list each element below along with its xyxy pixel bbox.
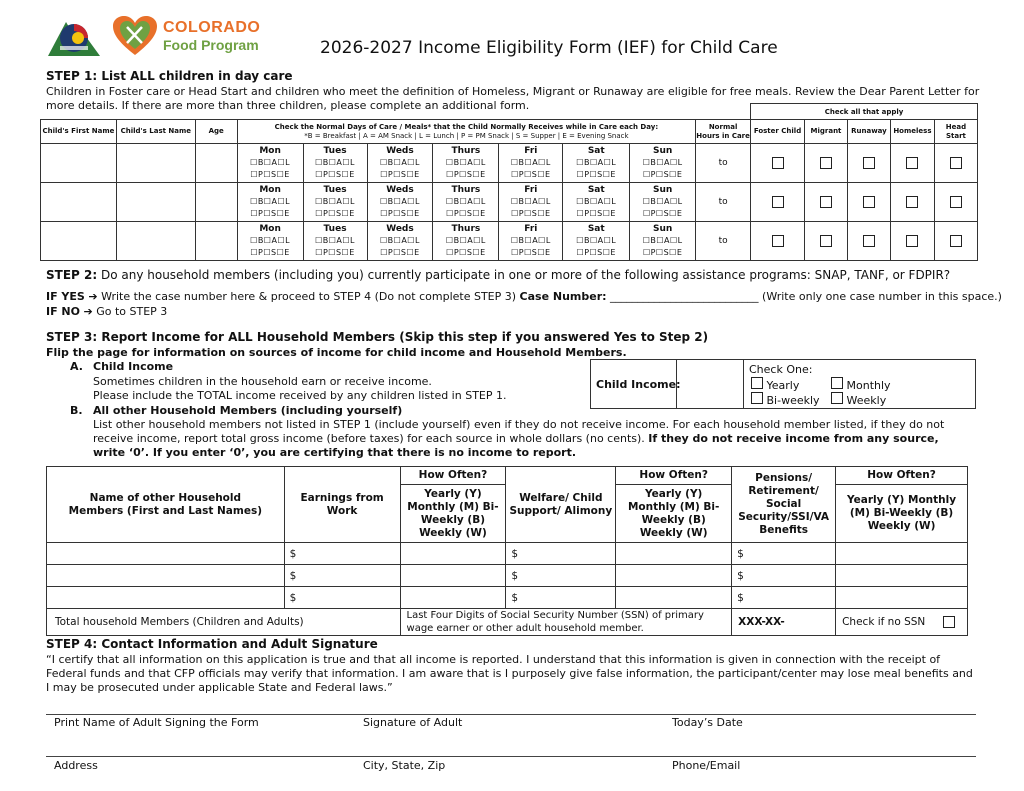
col-welfare: Welfare/ Child Support/ Alimony	[506, 467, 616, 543]
day-name: Mon	[259, 146, 281, 156]
child-row	[41, 144, 978, 183]
homeless-checkbox[interactable]	[906, 235, 918, 247]
child-income-amount-field[interactable]	[676, 360, 744, 408]
day-name: Thurs	[451, 146, 481, 156]
day-name: Fri	[524, 224, 538, 234]
foster-checkbox[interactable]	[772, 235, 784, 247]
weekly-label: Weekly	[846, 394, 887, 407]
meal-checkboxes-row2[interactable]: ☐P☐S☐E	[380, 209, 420, 218]
day-cell[interactable]	[630, 222, 696, 261]
meal-checkboxes-row1[interactable]: ☐B☐A☐L	[250, 197, 291, 206]
member-name-field[interactable]	[47, 565, 285, 587]
day-cell[interactable]	[367, 222, 433, 261]
section-b-text	[93, 418, 973, 460]
child-income-label: Child Income:	[596, 378, 681, 391]
meal-checkboxes-row2[interactable]: ☐P☐S☐E	[446, 248, 486, 257]
day-cell[interactable]	[499, 183, 563, 222]
pension-frequency-field[interactable]	[836, 543, 968, 565]
day-cell[interactable]	[237, 144, 303, 183]
migrant-cell	[804, 222, 847, 261]
child-age-field[interactable]	[195, 222, 237, 261]
no-ssn-checkbox[interactable]	[943, 616, 955, 628]
col-head-start: Head Start	[934, 120, 977, 144]
how-often-header-3: How Often?	[836, 467, 968, 485]
col-normal-hours: Normal Hours in Care	[696, 120, 751, 144]
meal-checkboxes-row2[interactable]: ☐P☐S☐E	[380, 170, 420, 179]
normal-hours-field[interactable]: to	[696, 144, 751, 183]
meal-checkboxes-row2[interactable]: ☐P☐S☐E	[576, 248, 616, 257]
day-name: Weds	[386, 185, 414, 195]
normal-hours-field[interactable]: to	[696, 222, 751, 261]
day-cell[interactable]	[433, 183, 499, 222]
col-migrant: Migrant	[804, 120, 847, 144]
step1-text: Children in Foster care or Head Start and children who meet the definition of Homeless, Migrant or Runaway are eligible for free meals. Review the Dear Parent Letter for more details. If there are more than three children, please complete an additional form.	[46, 85, 980, 112]
welfare-frequency-field[interactable]	[616, 565, 732, 587]
head-start-cell	[934, 144, 977, 183]
head-start-checkbox[interactable]	[950, 157, 962, 169]
meal-checkboxes-row1[interactable]: ☐B☐A☐L	[380, 236, 420, 245]
frequency-options-2: Yearly (Y) Monthly (M) Bi-Weekly (B) Weekly (W)	[616, 485, 732, 543]
signature-line-1	[46, 714, 976, 715]
section-b-title: All other Household Members (including yourself)	[93, 404, 403, 417]
meal-checkboxes-row1[interactable]: ☐B☐A☐L	[250, 158, 291, 167]
weekly-checkbox[interactable]	[831, 392, 843, 404]
monthly-checkbox[interactable]	[831, 377, 843, 389]
meal-checkboxes-row2[interactable]: ☐P☐S☐E	[576, 209, 616, 218]
earnings-work-field[interactable]: $	[284, 543, 400, 565]
step1-heading: STEP 1: List ALL children in day care	[46, 69, 293, 83]
meal-checkboxes-row2[interactable]: ☐P☐S☐E	[446, 170, 486, 179]
pension-frequency-field[interactable]	[836, 587, 968, 609]
child-last-name-field[interactable]	[116, 222, 195, 261]
option-yearly[interactable]	[751, 377, 799, 393]
child-age-field[interactable]	[195, 183, 237, 222]
foster-checkbox[interactable]	[772, 196, 784, 208]
child-row	[41, 183, 978, 222]
children-table	[40, 103, 978, 261]
col-earnings-work: Earnings from Work	[284, 467, 400, 543]
section-b-bold: If they do not receive income from any source, write ‘0’. If you enter ‘0’, you are certifying that there is no income to report.	[93, 432, 939, 459]
step2-if-yes-line: IF YES ➔ Write the case number here & proceed to STEP 4 (Do not complete STEP 3) Case Number: ___________________________ (Write only one case number in this space.)	[46, 290, 1002, 303]
meal-checkboxes-row1[interactable]: ☐B☐A☐L	[510, 197, 551, 206]
household-member-row	[47, 543, 968, 565]
meal-checkboxes-row1[interactable]: ☐B☐A☐L	[576, 158, 617, 167]
day-cell[interactable]	[303, 144, 367, 183]
form-title: 2026-2027 Income Eligibility Form (IEF) for Child Care	[320, 38, 778, 58]
if-no-label: IF NO	[46, 305, 80, 318]
col-runaway: Runaway	[847, 120, 890, 144]
meal-checkboxes-row2[interactable]: ☐P☐S☐E	[250, 209, 290, 218]
pension-field[interactable]: $	[732, 587, 836, 609]
col-days-of-care: Check the Normal Days of Care / Meals* that the Child Normally Receives while in Care each Day: *B = Breakfast | A = AM Snack | L = Lunch | P = PM Snack | S = Supper | E = Evening Snack	[237, 120, 695, 144]
meal-checkboxes-row2[interactable]: ☐P☐S☐E	[446, 209, 486, 218]
earnings-frequency-field[interactable]	[400, 587, 506, 609]
col-homeless: Homeless	[890, 120, 934, 144]
check-all-header: Check all that apply	[751, 104, 978, 120]
homeless-cell	[890, 144, 934, 183]
day-name: Thurs	[451, 224, 481, 234]
meal-checkboxes-row2[interactable]: ☐P☐S☐E	[250, 248, 290, 257]
day-name: Thurs	[451, 185, 481, 195]
foster-cell	[751, 222, 805, 261]
meal-checkboxes-row2[interactable]: ☐P☐S☐E	[315, 170, 355, 179]
col-child-last-name: Child's Last Name	[116, 120, 195, 144]
day-name: Sat	[587, 185, 605, 195]
option-monthly[interactable]	[831, 377, 891, 393]
meal-checkboxes-row2[interactable]: ☐P☐S☐E	[315, 248, 355, 257]
meal-checkboxes-row2[interactable]: ☐P☐S☐E	[315, 209, 355, 218]
option-biweekly[interactable]	[751, 392, 820, 408]
household-member-row	[47, 565, 968, 587]
day-name: Sun	[653, 224, 673, 234]
if-yes-label: IF YES	[46, 290, 85, 303]
day-name: Tues	[323, 224, 347, 234]
biweekly-label: Bi-weekly	[766, 394, 820, 407]
meal-checkboxes-row2[interactable]: ☐P☐S☐E	[642, 209, 683, 218]
runaway-cell	[847, 144, 890, 183]
meal-checkboxes-row2[interactable]: ☐P☐S☐E	[511, 248, 551, 257]
meal-checkboxes-row1[interactable]: ☐B☐A☐L	[380, 158, 420, 167]
day-cell[interactable]	[367, 144, 433, 183]
step2-if-no-line: IF NO ➔ Go to STEP 3	[46, 305, 168, 318]
step3-subheading: Flip the page for information on sources of income for child income and Household Members.	[46, 346, 627, 359]
check-one-label: Check One:	[749, 363, 813, 376]
welfare-frequency-field[interactable]	[616, 587, 732, 609]
day-cell[interactable]	[630, 144, 696, 183]
no-ssn-cell	[836, 609, 968, 636]
case-number-note: (Write only one case number in this space.)	[762, 290, 1002, 303]
migrant-checkbox[interactable]	[820, 157, 832, 169]
child-first-name-field[interactable]	[41, 144, 117, 183]
day-cell[interactable]	[499, 144, 563, 183]
day-name: Tues	[323, 146, 347, 156]
homeless-checkbox[interactable]	[906, 157, 918, 169]
meal-checkboxes-row1[interactable]: ☐B☐A☐L	[576, 197, 617, 206]
case-number-field[interactable]: ___________________________	[610, 290, 759, 303]
meal-checkboxes-row2[interactable]: ☐P☐S☐E	[380, 248, 420, 257]
meal-checkboxes-row1[interactable]: ☐B☐A☐L	[642, 197, 683, 206]
day-name: Fri	[524, 146, 538, 156]
day-cell[interactable]	[303, 183, 367, 222]
how-often-header-1: How Often?	[400, 467, 506, 485]
head-start-checkbox[interactable]	[950, 235, 962, 247]
day-cell[interactable]	[237, 222, 303, 261]
date-label: Today’s Date	[672, 716, 743, 729]
frequency-options-1: Yearly (Y) Monthly (M) Bi-Weekly (B) Weekly (W)	[400, 485, 506, 543]
household-member-row	[47, 587, 968, 609]
print-name-label: Print Name of Adult Signing the Form	[54, 716, 259, 729]
pension-frequency-field[interactable]	[836, 565, 968, 587]
meal-checkboxes-row1[interactable]: ☐B☐A☐L	[642, 236, 683, 245]
foster-cell	[751, 183, 805, 222]
meal-checkboxes-row2[interactable]: ☐P☐S☐E	[576, 170, 616, 179]
address-label: Address	[54, 759, 98, 772]
day-cell[interactable]	[563, 222, 630, 261]
case-number-label: Case Number:	[519, 290, 607, 303]
child-first-name-field[interactable]	[41, 222, 117, 261]
migrant-checkbox[interactable]	[820, 235, 832, 247]
earnings-frequency-field[interactable]	[400, 543, 506, 565]
earnings-work-field[interactable]: $	[284, 565, 400, 587]
day-cell[interactable]	[630, 183, 696, 222]
colorado-flag-logo	[48, 16, 100, 56]
meal-checkboxes-row1[interactable]: ☐B☐A☐L	[250, 236, 291, 245]
child-last-name-field[interactable]	[116, 183, 195, 222]
earnings-frequency-field[interactable]	[400, 565, 506, 587]
yearly-label: Yearly	[766, 379, 800, 392]
meal-checkboxes-row1[interactable]: ☐B☐A☐L	[380, 197, 420, 206]
col-member-name: Name of other Household Members (First and Last Names)	[47, 467, 285, 543]
total-members-label: Total household Members (Children and Adults)	[47, 609, 401, 636]
logo-text-colorado: COLORADO	[163, 19, 261, 36]
step4-heading: STEP 4: Contact Information and Adult Signature	[46, 637, 378, 651]
step2-question-line	[46, 268, 1006, 282]
foster-checkbox[interactable]	[772, 157, 784, 169]
step3-heading: STEP 3: Report Income for ALL Household Members (Skip this step if you answered Yes to Step 2)	[46, 330, 709, 344]
section-b-label: B.	[70, 404, 83, 417]
biweekly-checkbox[interactable]	[751, 392, 763, 404]
foster-cell	[751, 144, 805, 183]
section-b-body: List other household members not listed in STEP 1 (include yourself) even if they do not receive income. For each household member listed, if they do not receive income, report total gross income (before taxes) for each source in whole dollars (no cents).	[93, 418, 945, 445]
welfare-frequency-field[interactable]	[616, 543, 732, 565]
step4-certification: “I certify that all information on this application is true and that all income is reported. I understand that this information is given in connection with the receipt of Federal funds and that CFP officials may verify that information. I am aware that is I purposely give false information, the participant/center may lose meal benefits and I may be prosecuted under applicable State and Federal laws.”	[46, 653, 973, 694]
runaway-cell	[847, 183, 890, 222]
meal-checkboxes-row2[interactable]: ☐P☐S☐E	[642, 170, 683, 179]
member-name-field[interactable]	[47, 543, 285, 565]
day-cell[interactable]	[367, 183, 433, 222]
day-cell[interactable]	[563, 144, 630, 183]
runaway-checkbox[interactable]	[863, 157, 875, 169]
step2-question: Do any household members (including you) currently participate in one or more of the following assistance programs: SNAP, TANF, or FDPIR?	[100, 268, 951, 282]
how-often-header-2: How Often?	[616, 467, 732, 485]
yearly-checkbox[interactable]	[751, 377, 763, 389]
meal-checkboxes-row1[interactable]: ☐B☐A☐L	[510, 236, 551, 245]
signature-line-2	[46, 756, 976, 757]
meal-checkboxes-row1[interactable]: ☐B☐A☐L	[445, 197, 486, 206]
ssn-label: Last Four Digits of Social Security Number (SSN) of primary wage earner or other adult household member.	[400, 609, 732, 636]
head-start-cell	[934, 222, 977, 261]
col-foster-child: Foster Child	[751, 120, 805, 144]
day-name: Sun	[653, 146, 673, 156]
meal-checkboxes-row2[interactable]: ☐P☐S☐E	[250, 170, 290, 179]
earnings-work-field[interactable]: $	[284, 587, 400, 609]
meal-checkboxes-row1[interactable]: ☐B☐A☐L	[315, 197, 356, 206]
runaway-checkbox[interactable]	[863, 196, 875, 208]
migrant-checkbox[interactable]	[820, 196, 832, 208]
meal-checkboxes-row1[interactable]: ☐B☐A☐L	[445, 158, 486, 167]
day-cell[interactable]	[433, 222, 499, 261]
monthly-label: Monthly	[846, 379, 891, 392]
child-first-name-field[interactable]	[41, 183, 117, 222]
runaway-cell	[847, 222, 890, 261]
member-name-field[interactable]	[47, 587, 285, 609]
step2-heading: STEP 2:	[46, 268, 98, 282]
section-a-text1: Sometimes children in the household earn or receive income.	[93, 375, 432, 388]
head-start-cell	[934, 183, 977, 222]
child-last-name-field[interactable]	[116, 144, 195, 183]
meal-checkboxes-row1[interactable]: ☐B☐A☐L	[576, 236, 617, 245]
homeless-cell	[890, 183, 934, 222]
head-start-checkbox[interactable]	[950, 196, 962, 208]
day-cell[interactable]	[433, 144, 499, 183]
option-weekly[interactable]	[831, 392, 886, 408]
if-yes-text: Write the case number here & proceed to STEP 4 (Do not complete STEP 3)	[101, 290, 517, 303]
food-program-heart-icon	[112, 15, 158, 57]
meal-checkboxes-row1[interactable]: ☐B☐A☐L	[315, 236, 356, 245]
runaway-checkbox[interactable]	[863, 235, 875, 247]
household-income-table	[46, 466, 968, 636]
meal-checkboxes-row2[interactable]: ☐P☐S☐E	[511, 170, 551, 179]
day-name: Sun	[653, 185, 673, 195]
homeless-cell	[890, 222, 934, 261]
welfare-field[interactable]: $	[506, 565, 616, 587]
meal-checkboxes-row2[interactable]: ☐P☐S☐E	[642, 248, 683, 257]
meal-checkboxes-row1[interactable]: ☐B☐A☐L	[315, 158, 356, 167]
no-ssn-label: Check if no SSN	[842, 616, 926, 628]
day-name: Tues	[323, 185, 347, 195]
section-a-label: A.	[70, 360, 83, 373]
day-name: Sat	[587, 224, 605, 234]
day-cell[interactable]	[237, 183, 303, 222]
col-child-first-name: Child's First Name	[41, 120, 117, 144]
day-cell[interactable]	[499, 222, 563, 261]
phone-email-label: Phone/Email	[672, 759, 741, 772]
meal-checkboxes-row1[interactable]: ☐B☐A☐L	[510, 158, 551, 167]
day-name: Weds	[386, 146, 414, 156]
frequency-options-3: Yearly (Y) Monthly (M) Bi-Weekly (B) Weekly (W)	[836, 485, 968, 543]
meal-checkboxes-row1[interactable]: ☐B☐A☐L	[445, 236, 486, 245]
welfare-field[interactable]: $	[506, 587, 616, 609]
ssn-field[interactable]: XXX-XX-	[732, 609, 836, 636]
city-state-zip-label: City, State, Zip	[363, 759, 446, 772]
meal-checkboxes-row1[interactable]: ☐B☐A☐L	[642, 158, 683, 167]
pension-field[interactable]: $	[732, 543, 836, 565]
signature-label: Signature of Adult	[363, 716, 463, 729]
child-age-field[interactable]	[195, 144, 237, 183]
day-cell[interactable]	[303, 222, 367, 261]
section-a-text2: Please include the TOTAL income received by any children listed in STEP 1.	[93, 389, 507, 402]
day-name: Mon	[259, 185, 281, 195]
pension-field[interactable]: $	[732, 565, 836, 587]
meal-checkboxes-row2[interactable]: ☐P☐S☐E	[511, 209, 551, 218]
child-row	[41, 222, 978, 261]
col-pensions: Pensions/ Retirement/ Social Security/SSI/VA Benefits	[732, 467, 836, 543]
section-a-title: Child Income	[93, 360, 174, 373]
day-name: Mon	[259, 224, 281, 234]
welfare-field[interactable]: $	[506, 543, 616, 565]
if-no-text: Go to STEP 3	[96, 305, 168, 318]
day-name: Sat	[587, 146, 605, 156]
day-name: Weds	[386, 224, 414, 234]
day-name: Fri	[524, 185, 538, 195]
migrant-cell	[804, 183, 847, 222]
child-income-box	[590, 359, 976, 409]
homeless-checkbox[interactable]	[906, 196, 918, 208]
normal-hours-field[interactable]: to	[696, 183, 751, 222]
col-age: Age	[195, 120, 237, 144]
migrant-cell	[804, 144, 847, 183]
logo-text-food-program: Food Program	[163, 37, 259, 53]
day-cell[interactable]	[563, 183, 630, 222]
